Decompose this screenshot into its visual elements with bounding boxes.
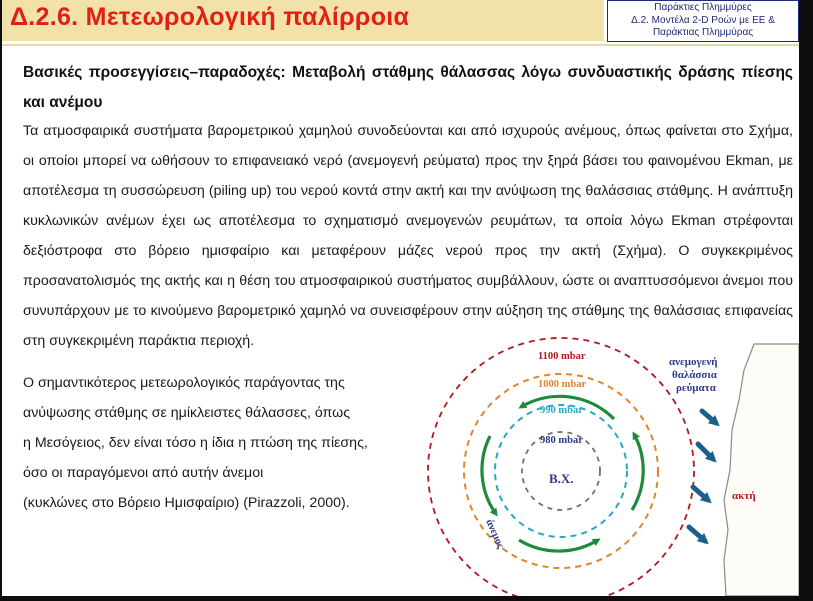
side-line: ανύψωσης στάθμης σε ημίκλειστες θάλασσες, όπως	[23, 405, 351, 421]
wind-arrow-south	[519, 540, 598, 551]
low-pressure-center-label: Β.Χ.	[549, 471, 574, 486]
current-arrow	[702, 411, 716, 423]
currents-label-line2: θαλάσσια	[672, 369, 717, 381]
side-line: (κυκλώνες στο Βόρειο Ημισφαίριο) (Pirazzoli, 2000).	[23, 495, 350, 511]
cyclone-storm-surge-figure	[2, 0, 799, 596]
isobar-1100-label: 1100 mbar	[538, 351, 586, 362]
current-arrow	[689, 527, 705, 541]
current-arrow	[698, 444, 713, 459]
header-line-1: Παράκτιες Πλημμύρες	[654, 2, 752, 13]
header-line-3: Παράκτιας Πλημμύρας	[652, 27, 754, 38]
currents-label-line3: ρεύματα	[676, 382, 716, 394]
side-line: η Μεσόγειος, δεν είναι τόσο η ίδια η πτώση της πίεσης,	[23, 435, 368, 451]
coast-label: ακτή	[732, 490, 756, 502]
wind-arrow-west	[482, 436, 496, 514]
wind-label: άνεμος	[483, 517, 506, 551]
main-paragraph: Τα ατμοσφαιρικά συστήματα βαρομετρικού χαμηλού συνοδεύονται και από ισχυρούς ανέμους, όπως φαίνεται στο Σχήμα, οι οποίοι μπορεί να ωθήσουν το επιφανειακό νερό (ανεμογενή ρεύματα) προς την ξηρά βάσει του φαινομένου Ekman, με αποτέλεσμα τη συσσώρευση (piling up) του νερού κοντά στην ακτή και την ανύψωση της θαλάσσιας στάθμης. Η ανάπτυξη κυκλωνικών ανέμων έχει ως αποτέλεσμα το σχηματισμό ανεμογενών ρευμάτων, τα οποία λόγω Ekman στρέφονται δεξιόστροφα στο βόρειο ημισφαίριο και μεταφέρουν μάζες νερού προς την ακτή (Σχήμα). Ο συγκεκριμένος προσανατολισμός της ακτής και η θέση του ατμοσφαιρικού συστήματος συμβάλλουν, ώστε οι αναπτυσσόμενοι άνεμοι που συνυπάρχουν με το κινούμενο βαρομετρικό χαμηλό να συνεισφέρουν στην αύξηση της στάθμης της θαλάσσιας επιφανείας στη συγκεκριμένη παράκτια περιοχή.	[23, 123, 793, 349]
side-line: όσο οι παραγόμενοι από αυτήν άνεμοι	[23, 465, 264, 481]
slide-title: Δ.2.6. Μετεωρολογική παλίρροια	[10, 3, 410, 31]
isobar-1000-label: 1000 mbar	[538, 379, 587, 390]
isobar-980-label: 980 mbar	[540, 435, 583, 446]
current-arrow	[693, 487, 708, 500]
header-line-2: Δ.2. Μοντέλα 2-D Ροών με ΕΕ &	[631, 14, 775, 26]
coastline-land	[724, 344, 799, 596]
isobar-1100	[428, 338, 694, 596]
slide	[2, 0, 799, 596]
currents-label-line1: ανεμογενή	[669, 356, 718, 368]
wind-arrow-east	[632, 434, 643, 510]
isobar-990-label: 990 mbar	[540, 405, 583, 416]
side-line: Ο σημαντικότερος μετεωρολογικός παράγοντας της	[23, 375, 345, 391]
section-subtitle: Βασικές προσεγγίσεις–παραδοχές: Μεταβολή στάθμης θάλασσας λόγω συνδυαστικής δράσης πίεσης και ανέμου	[23, 64, 793, 111]
